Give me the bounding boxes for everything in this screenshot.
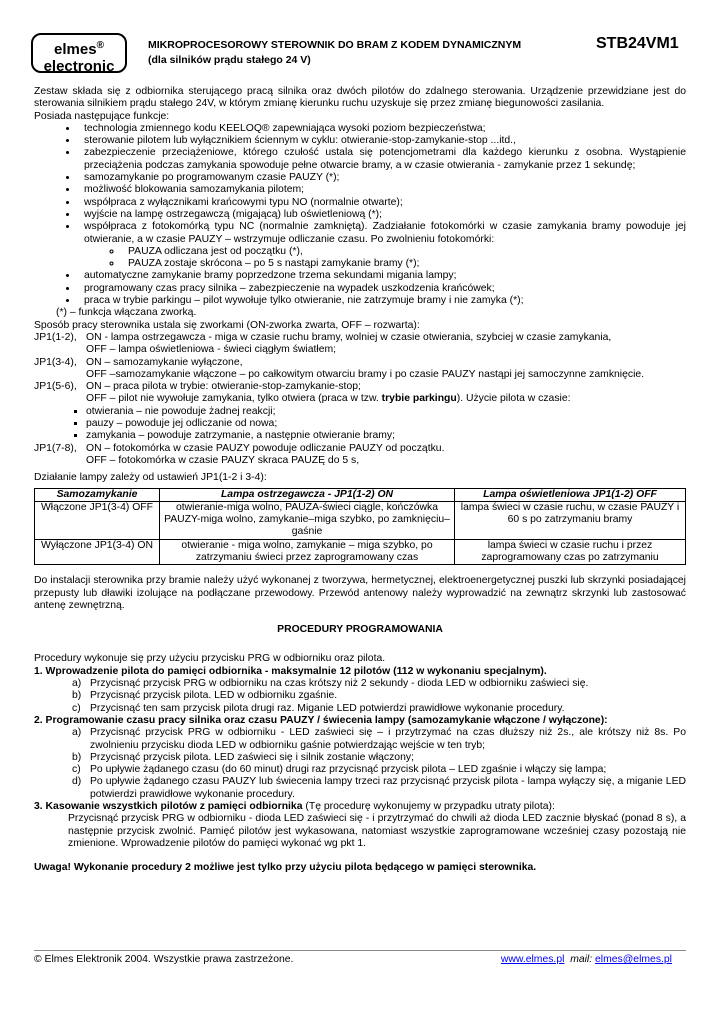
step-text: Przycisnąć ten sam przycisk pilota drugi raz. Miganie LED potwierdzi prawidłowe wykonanie procedury. — [90, 702, 565, 714]
sub-item: ◦ PAUZA zostaje skrócona – po 5 s nastąpi zamykanie bramy (*); — [122, 258, 686, 270]
table-row — [35, 501, 686, 539]
step-text: Po upływie żądanego czasu PAUZY lub świecenia lampy trzeci raz przycisnąć przycisk pilota - lampa wyłączy się, a miganie LED potwierdzi prawidłowe wykonanie procedury. — [90, 776, 686, 800]
document-title: MIKROPROCESOROWY STEROWNIK DO BRAM Z KODEM DYNAMICZNYM — [148, 39, 522, 51]
feature-item: • możliwość blokowania samozamykania pilotem; — [78, 184, 686, 196]
usage-item: ▪ otwierania – nie powoduje żadnej reakcji; — [86, 406, 686, 418]
intro-paragraph: Zestaw składa się z odbiornika sterującego pracą silnika oraz dwóch pilotów do zdalnego sterowania. Urządzenie przewidziane jest do sterowania silnikiem prądu stałego 24V, w którym zmianę kierunku ruchu uzyskuje się przez zmianę biegunowości zasilania. — [34, 86, 686, 110]
procedure-2-steps — [34, 727, 686, 801]
step-letter: c) — [72, 764, 81, 776]
step-text: Przycisnąć przycisk pilota. LED w odbiorniku zgaśnie. — [90, 690, 338, 702]
step-letter: d) — [72, 776, 82, 788]
lamp-table — [34, 488, 686, 566]
procedure-step — [72, 727, 686, 752]
feature-item: • programowany czas pracy silnika – zabezpieczenie na wypadek uszkodzenia krańcówek; — [78, 283, 686, 295]
jumper-key: JP1(5-6), — [34, 381, 77, 393]
document-body — [34, 86, 686, 875]
photocell-sublist — [84, 246, 686, 271]
table-row — [35, 539, 686, 565]
jumper-on: ON – fotokomórka w czasie PAUZY powoduje odliczanie PAUZY od początku. — [86, 442, 445, 454]
elmes-logo — [31, 33, 127, 73]
table-header: Samozamykanie — [35, 488, 160, 501]
step-letter: c) — [72, 702, 81, 714]
jumper-off-text: OFF – pilot nie wywołuje zamykania, tylko otwiera (praca w tzw. — [86, 393, 379, 405]
installation-paragraph: Do instalacji sterownika przy bramie należy użyć wykonanej z tworzywa, hermetycznej, elektroenergetycznej puszki lub skrzynki posiadającej przepusty lub dławiki izolujące na podłączane przewodowy. Przewód antenowy należy wyprowadzić na zewnątrz skrzynki lub zastosować antenę zewnętrzną. — [34, 575, 686, 611]
email-link[interactable]: elmes@elmes.pl — [595, 954, 672, 965]
parking-mode-bold: trybie parkingu — [381, 393, 457, 405]
table-cell: otwieranie - miga wolno, zamykanie – miga szybko, po zatrzymaniu świeci przez zaprogramowany czas — [160, 539, 455, 565]
table-cell: lampa świeci w czasie ruchu i przez zaprogramowany czas po zatrzymaniu — [455, 539, 686, 565]
jumper-key: JP1(1-2), — [34, 331, 77, 343]
jumper-off: OFF –samozamykanie włączone – po całkowitym otwarciu bramy i po czasie PAUZY nastąpi jej samoczynne zamknięcie. — [86, 368, 645, 380]
footer-divider — [34, 950, 686, 951]
copyright: © Elmes Elektronik 2004. Wszystkie prawa zastrzeżone. — [34, 954, 294, 965]
procedure-3-title: 3. Kasowanie wszystkich pilotów z pamięci odbiornika — [34, 801, 303, 813]
remote-usage-list — [34, 406, 686, 443]
jumper-jp78 — [34, 443, 686, 455]
procedure-step — [72, 690, 686, 702]
jumper-jp34 — [34, 357, 686, 369]
procedure-step — [72, 678, 686, 690]
model-number: STB24VM1 — [596, 35, 679, 52]
features-intro: Posiada następujące funkcje: — [34, 110, 170, 122]
lamp-intro: Działanie lampy zależy od ustawień JP1(1-2 i 3-4): — [34, 472, 267, 484]
feature-item-text: współpraca z fotokomórką typu NC (normalnie zamkniętą). Zadziałanie fotokomórki w czasie zamykania bramy powoduje jej otwieranie, a w czasie PAUZY – wstrzymuje odliczanie czasu. Po zwolnieniu fotokomórki: — [84, 221, 686, 245]
feature-item: • współpraca z wyłącznikami krańcowymi typu NO (normalnie otwarte); — [78, 197, 686, 209]
step-letter: b) — [72, 690, 82, 702]
table-cell: lampa świeci w czasie ruchu, w czasie PAUZY i 60 s po zatrzymaniu bramy — [455, 501, 686, 539]
registered-mark: ® — [96, 40, 104, 51]
feature-item: • technologia zmiennego kodu KEELOQ® zapewniająca wysoki poziom bezpieczeństwa; — [78, 123, 686, 135]
step-letter: a) — [72, 727, 82, 739]
jumper-on: ON – praca pilota w trybie: otwieranie-stop-zamykanie-stop; — [86, 381, 361, 393]
procedure-3-body: Przycisnąć przycisk PRG w odbiorniku - dioda LED zaświeci się - i przytrzymać do chwili aż dioda LED zacznie błyskać (ponad 8 s), a następnie przycisk zwolnić. Pamięć pilotów jest wykasowana, natomiast wszystkie zaprogramowane wcześniej czasy pozostają nie zmienione. Wprowadzenie pilotów do pamięci wykonać wg pkt 1. — [68, 813, 686, 849]
feature-item: • praca w trybie parkingu – pilot wywołuje tylko otwieranie, nie zatrzymuje bramy i nie zamyka (*); — [78, 295, 686, 307]
feature-item: • zabezpieczenie przeciążeniowe, którego czułość ustala się potencjometrami dla każdego kierunku z osobna. Wystąpienie przeciążenia podczas zamykania spowoduje pełne otwarcie bramy, a w czasie otwierania - zamykanie przez 1 sekundę; — [78, 147, 686, 172]
step-text: Po upływie żądanego czasu (do 60 minut) drugi raz przycisnąć przycisk pilota – LED zgaśnie i włączy się lampa; — [90, 764, 607, 776]
jumper-key: JP1(3-4), — [34, 356, 77, 368]
procedure-step — [72, 764, 686, 776]
procedure-3-title-rest: (Tę procedurę wykonujemy w przypadku utraty pilota): — [302, 801, 555, 813]
features-list — [34, 123, 686, 307]
feature-item: • sterowanie pilotem lub wyłącznikiem ściennym w cyklu: otwieranie-stop-zamykanie-stop ...itd., — [78, 135, 686, 147]
table-cell: otwieranie-miga wolno, PAUZA-świeci ciągle, kończówka PAUZY-miga wolno, zamykanie–miga szybko, po zamknięciu–gaśnie — [160, 501, 455, 539]
step-text: Przycisnąć przycisk PRG w odbiorniku na czas krótszy niż 2 sekundy - dioda LED w odbiorniku zaświeci się. — [90, 678, 589, 690]
document-subtitle: (dla silników prądu stałego 24 V) — [148, 54, 311, 66]
jumper-off: OFF – lampa oświetleniowa - świeci ciągłym światłem; — [86, 344, 337, 356]
jumper-off: OFF – fotokomórka w czasie PAUZY skraca PAUZĘ do 5 s, — [86, 454, 360, 466]
usage-item: ▪ zamykania – powoduje zatrzymanie, a następnie otwieranie bramy; — [86, 430, 686, 442]
procedures-intro: Procedury wykonuje się przy użyciu przycisku PRG w odbiorniku oraz pilota. — [34, 653, 386, 665]
jumpers-intro: Sposób pracy sterownika ustala się zworkami (ON-zworka zwarta, OFF – rozwarta): — [34, 319, 420, 331]
table-header: Lampa ostrzegawcza - JP1(1-2) ON — [160, 488, 455, 501]
jumper-off-text-rest: ). Użycie pilota w czasie: — [456, 393, 571, 405]
procedure-step — [72, 776, 686, 801]
footnote: (*) – funkcja włączana zworką. — [56, 307, 197, 319]
procedure-1-steps — [34, 678, 686, 715]
procedure-2-title: 2. Programowanie czasu pracy silnika oraz czasu PAUZY / świecenia lampy (samozamykanie włączone / wyłączone): — [34, 714, 608, 726]
jumper-jp12 — [34, 332, 686, 344]
table-cell: Wyłączone JP1(3-4) ON — [35, 539, 160, 565]
table-cell: Włączone JP1(3-4) OFF — [35, 501, 160, 539]
step-text: Przycisnąć przycisk PRG w odbiorniku - LED zaświeci się – i przytrzymać na czas dłuższy niż 2s., ale krótszy niż 8s. Po zwolnieniu przycisku dioda LED w odbiorniku gaśnie potwierdzając wejście w ten tryb; — [90, 727, 686, 751]
footer-contact — [501, 954, 672, 965]
procedure-step — [72, 751, 686, 764]
sub-item: ◦ PAUZA odliczana jest od początku (*), — [122, 246, 686, 258]
warning-note: Uwaga! Wykonanie procedury 2 możliwe jest tylko przy użyciu pilota będącego w pamięci sterownika. — [34, 862, 537, 874]
website-link[interactable]: www.elmes.pl — [500, 954, 565, 965]
step-letter: b) — [72, 751, 82, 763]
feature-item: • automatyczne zamykanie bramy poprzedzone trzema sekundami migania lampy; — [78, 270, 686, 282]
feature-item: • wyjście na lampę ostrzegawczą (migającą) lub oświetleniową (*); — [78, 209, 686, 221]
jumper-on: ON - lampa ostrzegawcza - miga w czasie ruchu bramy, wolniej w czasie otwierania, szybciej w czasie zamykania, — [86, 331, 612, 343]
procedures-title: PROCEDURY PROGRAMOWANIA — [277, 624, 443, 636]
procedure-3-heading — [34, 801, 686, 813]
jumper-off — [34, 393, 686, 405]
jumper-jp56 — [34, 381, 686, 393]
jumper-on: ON – samozamykanie wyłączone, — [86, 356, 243, 368]
feature-item — [78, 221, 686, 270]
procedure-1-title: 1. Wprowadzenie pilota do pamięci odbiornika - maksymalnie 12 pilotów (112 w wykonaniu specjalnym). — [34, 665, 547, 677]
mail-label: mail: — [570, 954, 593, 965]
usage-item: ▪ pauzy – powoduje jej odliczanie od nowa; — [86, 418, 686, 430]
step-letter: a) — [72, 678, 82, 690]
jumper-key: JP1(7-8), — [34, 442, 77, 454]
procedure-step — [72, 702, 686, 715]
logo-text-2: electronic — [43, 58, 115, 75]
logo-text-1: elmes — [54, 41, 97, 58]
step-text: Przycisnąć przycisk pilota. LED zaświeci się i silnik zostanie włączony; — [90, 751, 414, 763]
feature-item: • samozamykanie po programowanym czasie PAUZY (*); — [78, 172, 686, 184]
table-header-row — [35, 488, 686, 501]
table-header: Lampa oświetleniowa JP1(1-2) OFF — [455, 488, 686, 501]
